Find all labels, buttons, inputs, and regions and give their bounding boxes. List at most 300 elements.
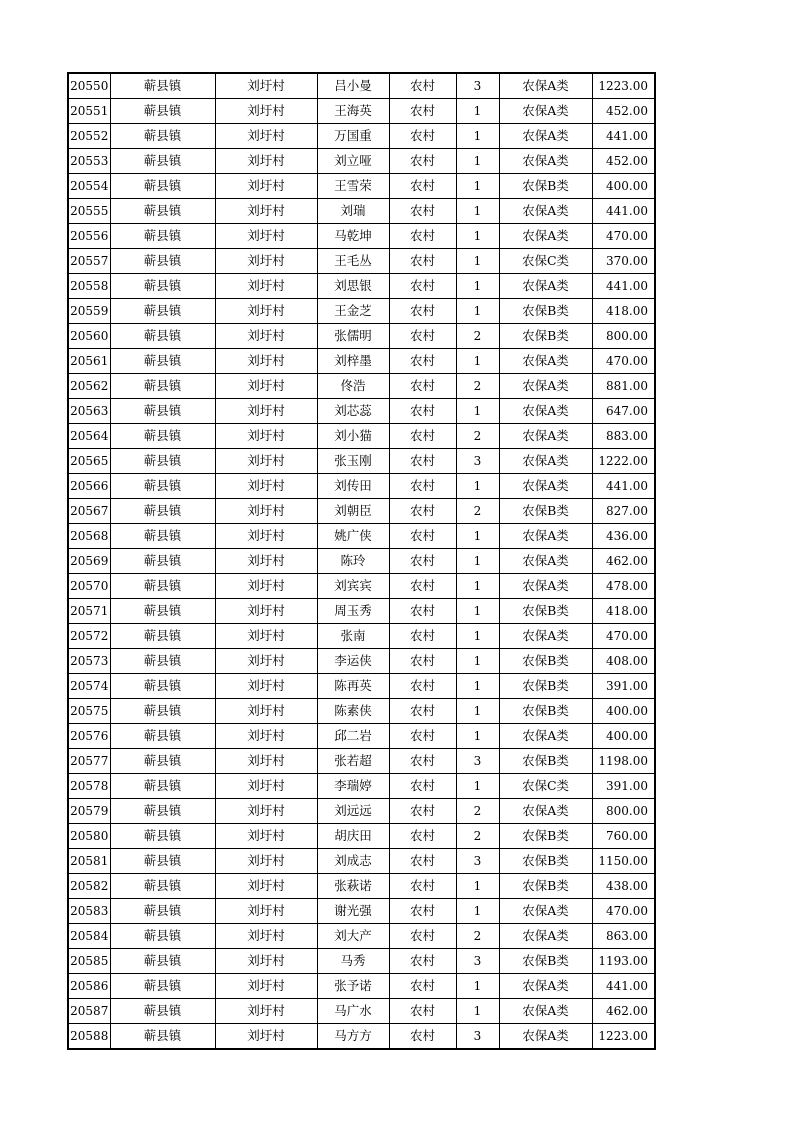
household-size-cell: 1 bbox=[456, 549, 499, 574]
area-type-cell: 农村 bbox=[389, 374, 456, 399]
table-row bbox=[68, 949, 655, 974]
table-row bbox=[68, 274, 655, 299]
amount-cell: 478.00 bbox=[592, 574, 655, 599]
name-cell: 刘朝臣 bbox=[317, 499, 389, 524]
name-cell: 陈素侠 bbox=[317, 699, 389, 724]
insurance-class-cell: 农保B类 bbox=[499, 499, 592, 524]
town-cell: 蕲县镇 bbox=[110, 799, 215, 824]
row-id-cell: 20551 bbox=[68, 99, 110, 124]
name-cell: 王海英 bbox=[317, 99, 389, 124]
household-size-cell: 1 bbox=[456, 174, 499, 199]
household-size-cell: 1 bbox=[456, 349, 499, 374]
area-type-cell: 农村 bbox=[389, 73, 456, 99]
area-type-cell: 农村 bbox=[389, 649, 456, 674]
household-size-cell: 1 bbox=[456, 524, 499, 549]
village-cell: 刘圩村 bbox=[215, 224, 317, 249]
amount-cell: 400.00 bbox=[592, 699, 655, 724]
town-cell: 蕲县镇 bbox=[110, 624, 215, 649]
amount-cell: 452.00 bbox=[592, 99, 655, 124]
name-cell: 马广水 bbox=[317, 999, 389, 1024]
insurance-class-cell: 农保A类 bbox=[499, 124, 592, 149]
row-id-cell: 20582 bbox=[68, 874, 110, 899]
village-cell: 刘圩村 bbox=[215, 924, 317, 949]
amount-cell: 1223.00 bbox=[592, 73, 655, 99]
village-cell: 刘圩村 bbox=[215, 449, 317, 474]
table-row bbox=[68, 874, 655, 899]
row-id-cell: 20571 bbox=[68, 599, 110, 624]
name-cell: 刘传田 bbox=[317, 474, 389, 499]
amount-cell: 418.00 bbox=[592, 299, 655, 324]
village-cell: 刘圩村 bbox=[215, 174, 317, 199]
name-cell: 胡庆田 bbox=[317, 824, 389, 849]
household-size-cell: 1 bbox=[456, 224, 499, 249]
town-cell: 蕲县镇 bbox=[110, 699, 215, 724]
amount-cell: 400.00 bbox=[592, 724, 655, 749]
area-type-cell: 农村 bbox=[389, 949, 456, 974]
table-row bbox=[68, 424, 655, 449]
insurance-class-cell: 农保A类 bbox=[499, 73, 592, 99]
insurance-class-cell: 农保B类 bbox=[499, 649, 592, 674]
insurance-class-cell: 农保A类 bbox=[499, 974, 592, 999]
insurance-class-cell: 农保A类 bbox=[499, 999, 592, 1024]
town-cell: 蕲县镇 bbox=[110, 674, 215, 699]
table-row bbox=[68, 824, 655, 849]
household-size-cell: 1 bbox=[456, 599, 499, 624]
household-size-cell: 1 bbox=[456, 999, 499, 1024]
village-cell: 刘圩村 bbox=[215, 524, 317, 549]
town-cell: 蕲县镇 bbox=[110, 824, 215, 849]
row-id-cell: 20562 bbox=[68, 374, 110, 399]
village-cell: 刘圩村 bbox=[215, 774, 317, 799]
household-size-cell: 2 bbox=[456, 424, 499, 449]
table-row bbox=[68, 399, 655, 424]
village-cell: 刘圩村 bbox=[215, 199, 317, 224]
village-cell: 刘圩村 bbox=[215, 574, 317, 599]
town-cell: 蕲县镇 bbox=[110, 474, 215, 499]
insurance-class-cell: 农保B类 bbox=[499, 324, 592, 349]
insurance-class-cell: 农保A类 bbox=[499, 1024, 592, 1050]
name-cell: 陈玲 bbox=[317, 549, 389, 574]
table-row bbox=[68, 849, 655, 874]
town-cell: 蕲县镇 bbox=[110, 299, 215, 324]
town-cell: 蕲县镇 bbox=[110, 924, 215, 949]
name-cell: 谢光强 bbox=[317, 899, 389, 924]
row-id-cell: 20580 bbox=[68, 824, 110, 849]
insurance-class-cell: 农保B类 bbox=[499, 849, 592, 874]
area-type-cell: 农村 bbox=[389, 824, 456, 849]
row-id-cell: 20584 bbox=[68, 924, 110, 949]
town-cell: 蕲县镇 bbox=[110, 449, 215, 474]
household-size-cell: 1 bbox=[456, 699, 499, 724]
data-table bbox=[67, 72, 656, 1050]
household-size-cell: 3 bbox=[456, 449, 499, 474]
amount-cell: 441.00 bbox=[592, 124, 655, 149]
row-id-cell: 20563 bbox=[68, 399, 110, 424]
name-cell: 马方方 bbox=[317, 1024, 389, 1050]
insurance-class-cell: 农保B类 bbox=[499, 699, 592, 724]
amount-cell: 760.00 bbox=[592, 824, 655, 849]
village-cell: 刘圩村 bbox=[215, 149, 317, 174]
table-row bbox=[68, 749, 655, 774]
table-row bbox=[68, 574, 655, 599]
area-type-cell: 农村 bbox=[389, 899, 456, 924]
village-cell: 刘圩村 bbox=[215, 799, 317, 824]
town-cell: 蕲县镇 bbox=[110, 399, 215, 424]
insurance-class-cell: 农保A类 bbox=[499, 474, 592, 499]
household-size-cell: 1 bbox=[456, 899, 499, 924]
row-id-cell: 20581 bbox=[68, 849, 110, 874]
village-cell: 刘圩村 bbox=[215, 349, 317, 374]
amount-cell: 462.00 bbox=[592, 999, 655, 1024]
town-cell: 蕲县镇 bbox=[110, 499, 215, 524]
table-row bbox=[68, 724, 655, 749]
village-cell: 刘圩村 bbox=[215, 874, 317, 899]
household-size-cell: 3 bbox=[456, 749, 499, 774]
town-cell: 蕲县镇 bbox=[110, 899, 215, 924]
area-type-cell: 农村 bbox=[389, 499, 456, 524]
household-size-cell: 1 bbox=[456, 724, 499, 749]
name-cell: 李运侠 bbox=[317, 649, 389, 674]
area-type-cell: 农村 bbox=[389, 674, 456, 699]
household-size-cell: 1 bbox=[456, 299, 499, 324]
row-id-cell: 20568 bbox=[68, 524, 110, 549]
insurance-class-cell: 农保A类 bbox=[499, 424, 592, 449]
name-cell: 刘瑞 bbox=[317, 199, 389, 224]
household-size-cell: 2 bbox=[456, 324, 499, 349]
row-id-cell: 20552 bbox=[68, 124, 110, 149]
name-cell: 周玉秀 bbox=[317, 599, 389, 624]
village-cell: 刘圩村 bbox=[215, 849, 317, 874]
insurance-class-cell: 农保A类 bbox=[499, 624, 592, 649]
table-body bbox=[68, 73, 655, 1049]
name-cell: 吕小曼 bbox=[317, 73, 389, 99]
table-row bbox=[68, 649, 655, 674]
area-type-cell: 农村 bbox=[389, 974, 456, 999]
amount-cell: 436.00 bbox=[592, 524, 655, 549]
town-cell: 蕲县镇 bbox=[110, 374, 215, 399]
town-cell: 蕲县镇 bbox=[110, 724, 215, 749]
amount-cell: 391.00 bbox=[592, 674, 655, 699]
area-type-cell: 农村 bbox=[389, 274, 456, 299]
village-cell: 刘圩村 bbox=[215, 899, 317, 924]
row-id-cell: 20554 bbox=[68, 174, 110, 199]
area-type-cell: 农村 bbox=[389, 524, 456, 549]
amount-cell: 418.00 bbox=[592, 599, 655, 624]
insurance-class-cell: 农保B类 bbox=[499, 874, 592, 899]
row-id-cell: 20583 bbox=[68, 899, 110, 924]
household-size-cell: 2 bbox=[456, 824, 499, 849]
name-cell: 王金芝 bbox=[317, 299, 389, 324]
town-cell: 蕲县镇 bbox=[110, 274, 215, 299]
area-type-cell: 农村 bbox=[389, 424, 456, 449]
table-row bbox=[68, 499, 655, 524]
village-cell: 刘圩村 bbox=[215, 999, 317, 1024]
insurance-class-cell: 农保A类 bbox=[499, 724, 592, 749]
household-size-cell: 3 bbox=[456, 849, 499, 874]
town-cell: 蕲县镇 bbox=[110, 324, 215, 349]
area-type-cell: 农村 bbox=[389, 574, 456, 599]
amount-cell: 800.00 bbox=[592, 324, 655, 349]
table-row bbox=[68, 974, 655, 999]
insurance-class-cell: 农保B类 bbox=[499, 174, 592, 199]
row-id-cell: 20577 bbox=[68, 749, 110, 774]
amount-cell: 391.00 bbox=[592, 774, 655, 799]
amount-cell: 1193.00 bbox=[592, 949, 655, 974]
household-size-cell: 1 bbox=[456, 474, 499, 499]
area-type-cell: 农村 bbox=[389, 324, 456, 349]
town-cell: 蕲县镇 bbox=[110, 73, 215, 99]
village-cell: 刘圩村 bbox=[215, 424, 317, 449]
amount-cell: 1198.00 bbox=[592, 749, 655, 774]
town-cell: 蕲县镇 bbox=[110, 849, 215, 874]
household-size-cell: 1 bbox=[456, 674, 499, 699]
household-size-cell: 1 bbox=[456, 574, 499, 599]
table-row bbox=[68, 624, 655, 649]
town-cell: 蕲县镇 bbox=[110, 149, 215, 174]
area-type-cell: 农村 bbox=[389, 249, 456, 274]
insurance-class-cell: 农保A类 bbox=[499, 224, 592, 249]
town-cell: 蕲县镇 bbox=[110, 774, 215, 799]
area-type-cell: 农村 bbox=[389, 174, 456, 199]
area-type-cell: 农村 bbox=[389, 299, 456, 324]
row-id-cell: 20564 bbox=[68, 424, 110, 449]
name-cell: 刘小猫 bbox=[317, 424, 389, 449]
insurance-class-cell: 农保A类 bbox=[499, 199, 592, 224]
area-type-cell: 农村 bbox=[389, 599, 456, 624]
row-id-cell: 20569 bbox=[68, 549, 110, 574]
village-cell: 刘圩村 bbox=[215, 299, 317, 324]
village-cell: 刘圩村 bbox=[215, 249, 317, 274]
insurance-class-cell: 农保A类 bbox=[499, 99, 592, 124]
area-type-cell: 农村 bbox=[389, 849, 456, 874]
village-cell: 刘圩村 bbox=[215, 624, 317, 649]
insurance-class-cell: 农保A类 bbox=[499, 899, 592, 924]
row-id-cell: 20560 bbox=[68, 324, 110, 349]
village-cell: 刘圩村 bbox=[215, 73, 317, 99]
table-row bbox=[68, 899, 655, 924]
town-cell: 蕲县镇 bbox=[110, 599, 215, 624]
household-size-cell: 1 bbox=[456, 274, 499, 299]
town-cell: 蕲县镇 bbox=[110, 524, 215, 549]
amount-cell: 827.00 bbox=[592, 499, 655, 524]
household-size-cell: 3 bbox=[456, 1024, 499, 1050]
table-row bbox=[68, 674, 655, 699]
area-type-cell: 农村 bbox=[389, 699, 456, 724]
name-cell: 刘远远 bbox=[317, 799, 389, 824]
area-type-cell: 农村 bbox=[389, 624, 456, 649]
household-size-cell: 1 bbox=[456, 624, 499, 649]
village-cell: 刘圩村 bbox=[215, 399, 317, 424]
village-cell: 刘圩村 bbox=[215, 974, 317, 999]
area-type-cell: 农村 bbox=[389, 749, 456, 774]
row-id-cell: 20576 bbox=[68, 724, 110, 749]
row-id-cell: 20567 bbox=[68, 499, 110, 524]
town-cell: 蕲县镇 bbox=[110, 999, 215, 1024]
town-cell: 蕲县镇 bbox=[110, 574, 215, 599]
household-size-cell: 2 bbox=[456, 374, 499, 399]
amount-cell: 452.00 bbox=[592, 149, 655, 174]
village-cell: 刘圩村 bbox=[215, 549, 317, 574]
area-type-cell: 农村 bbox=[389, 99, 456, 124]
table-row bbox=[68, 199, 655, 224]
insurance-class-cell: 农保C类 bbox=[499, 249, 592, 274]
row-id-cell: 20588 bbox=[68, 1024, 110, 1050]
village-cell: 刘圩村 bbox=[215, 499, 317, 524]
village-cell: 刘圩村 bbox=[215, 374, 317, 399]
household-size-cell: 1 bbox=[456, 249, 499, 274]
row-id-cell: 20561 bbox=[68, 349, 110, 374]
household-size-cell: 2 bbox=[456, 499, 499, 524]
table-row bbox=[68, 549, 655, 574]
table-row bbox=[68, 224, 655, 249]
town-cell: 蕲县镇 bbox=[110, 549, 215, 574]
insurance-class-cell: 农保A类 bbox=[499, 574, 592, 599]
table-row bbox=[68, 174, 655, 199]
amount-cell: 470.00 bbox=[592, 899, 655, 924]
row-id-cell: 20585 bbox=[68, 949, 110, 974]
row-id-cell: 20559 bbox=[68, 299, 110, 324]
town-cell: 蕲县镇 bbox=[110, 249, 215, 274]
village-cell: 刘圩村 bbox=[215, 724, 317, 749]
row-id-cell: 20579 bbox=[68, 799, 110, 824]
town-cell: 蕲县镇 bbox=[110, 224, 215, 249]
amount-cell: 370.00 bbox=[592, 249, 655, 274]
insurance-class-cell: 农保B类 bbox=[499, 949, 592, 974]
household-size-cell: 1 bbox=[456, 774, 499, 799]
name-cell: 王毛丛 bbox=[317, 249, 389, 274]
row-id-cell: 20578 bbox=[68, 774, 110, 799]
row-id-cell: 20587 bbox=[68, 999, 110, 1024]
area-type-cell: 农村 bbox=[389, 999, 456, 1024]
row-id-cell: 20558 bbox=[68, 274, 110, 299]
area-type-cell: 农村 bbox=[389, 349, 456, 374]
village-cell: 刘圩村 bbox=[215, 474, 317, 499]
village-cell: 刘圩村 bbox=[215, 749, 317, 774]
row-id-cell: 20565 bbox=[68, 449, 110, 474]
name-cell: 张儒明 bbox=[317, 324, 389, 349]
amount-cell: 400.00 bbox=[592, 174, 655, 199]
row-id-cell: 20550 bbox=[68, 73, 110, 99]
table-row bbox=[68, 124, 655, 149]
name-cell: 刘芯蕊 bbox=[317, 399, 389, 424]
insurance-class-cell: 农保A类 bbox=[499, 799, 592, 824]
area-type-cell: 农村 bbox=[389, 1024, 456, 1050]
village-cell: 刘圩村 bbox=[215, 824, 317, 849]
name-cell: 王雪荣 bbox=[317, 174, 389, 199]
insurance-class-cell: 农保A类 bbox=[499, 349, 592, 374]
household-size-cell: 2 bbox=[456, 924, 499, 949]
area-type-cell: 农村 bbox=[389, 799, 456, 824]
household-size-cell: 2 bbox=[456, 799, 499, 824]
amount-cell: 462.00 bbox=[592, 549, 655, 574]
row-id-cell: 20556 bbox=[68, 224, 110, 249]
name-cell: 李瑞婷 bbox=[317, 774, 389, 799]
village-cell: 刘圩村 bbox=[215, 324, 317, 349]
household-size-cell: 1 bbox=[456, 99, 499, 124]
insurance-class-cell: 农保A类 bbox=[499, 524, 592, 549]
area-type-cell: 农村 bbox=[389, 724, 456, 749]
amount-cell: 863.00 bbox=[592, 924, 655, 949]
area-type-cell: 农村 bbox=[389, 449, 456, 474]
town-cell: 蕲县镇 bbox=[110, 749, 215, 774]
household-size-cell: 1 bbox=[456, 149, 499, 174]
table-row bbox=[68, 324, 655, 349]
table-row bbox=[68, 999, 655, 1024]
amount-cell: 647.00 bbox=[592, 399, 655, 424]
insurance-class-cell: 农保B类 bbox=[499, 749, 592, 774]
village-cell: 刘圩村 bbox=[215, 699, 317, 724]
household-size-cell: 1 bbox=[456, 874, 499, 899]
amount-cell: 1150.00 bbox=[592, 849, 655, 874]
amount-cell: 438.00 bbox=[592, 874, 655, 899]
village-cell: 刘圩村 bbox=[215, 674, 317, 699]
town-cell: 蕲县镇 bbox=[110, 1024, 215, 1050]
village-cell: 刘圩村 bbox=[215, 599, 317, 624]
table-row bbox=[68, 599, 655, 624]
amount-cell: 408.00 bbox=[592, 649, 655, 674]
name-cell: 万国重 bbox=[317, 124, 389, 149]
amount-cell: 441.00 bbox=[592, 474, 655, 499]
village-cell: 刘圩村 bbox=[215, 649, 317, 674]
name-cell: 邱二岩 bbox=[317, 724, 389, 749]
insurance-class-cell: 农保A类 bbox=[499, 149, 592, 174]
town-cell: 蕲县镇 bbox=[110, 199, 215, 224]
name-cell: 张予诺 bbox=[317, 974, 389, 999]
name-cell: 张若超 bbox=[317, 749, 389, 774]
name-cell: 马秀 bbox=[317, 949, 389, 974]
town-cell: 蕲县镇 bbox=[110, 949, 215, 974]
table-row bbox=[68, 249, 655, 274]
amount-cell: 1222.00 bbox=[592, 449, 655, 474]
area-type-cell: 农村 bbox=[389, 149, 456, 174]
village-cell: 刘圩村 bbox=[215, 274, 317, 299]
name-cell: 刘成志 bbox=[317, 849, 389, 874]
insurance-class-cell: 农保A类 bbox=[499, 399, 592, 424]
name-cell: 张南 bbox=[317, 624, 389, 649]
table-row bbox=[68, 299, 655, 324]
table-row bbox=[68, 73, 655, 99]
amount-cell: 470.00 bbox=[592, 624, 655, 649]
area-type-cell: 农村 bbox=[389, 199, 456, 224]
table-row bbox=[68, 374, 655, 399]
insurance-class-cell: 农保A类 bbox=[499, 924, 592, 949]
insurance-class-cell: 农保C类 bbox=[499, 774, 592, 799]
row-id-cell: 20570 bbox=[68, 574, 110, 599]
town-cell: 蕲县镇 bbox=[110, 874, 215, 899]
name-cell: 张萩诺 bbox=[317, 874, 389, 899]
name-cell: 刘思银 bbox=[317, 274, 389, 299]
household-size-cell: 1 bbox=[456, 199, 499, 224]
table-row bbox=[68, 99, 655, 124]
table-row bbox=[68, 524, 655, 549]
household-size-cell: 3 bbox=[456, 949, 499, 974]
town-cell: 蕲县镇 bbox=[110, 349, 215, 374]
row-id-cell: 20573 bbox=[68, 649, 110, 674]
amount-cell: 1223.00 bbox=[592, 1024, 655, 1050]
village-cell: 刘圩村 bbox=[215, 124, 317, 149]
table-row bbox=[68, 349, 655, 374]
area-type-cell: 农村 bbox=[389, 549, 456, 574]
name-cell: 刘立哑 bbox=[317, 149, 389, 174]
row-id-cell: 20572 bbox=[68, 624, 110, 649]
town-cell: 蕲县镇 bbox=[110, 174, 215, 199]
amount-cell: 441.00 bbox=[592, 274, 655, 299]
name-cell: 张玉刚 bbox=[317, 449, 389, 474]
amount-cell: 441.00 bbox=[592, 199, 655, 224]
row-id-cell: 20566 bbox=[68, 474, 110, 499]
name-cell: 刘梓墨 bbox=[317, 349, 389, 374]
name-cell: 刘大产 bbox=[317, 924, 389, 949]
